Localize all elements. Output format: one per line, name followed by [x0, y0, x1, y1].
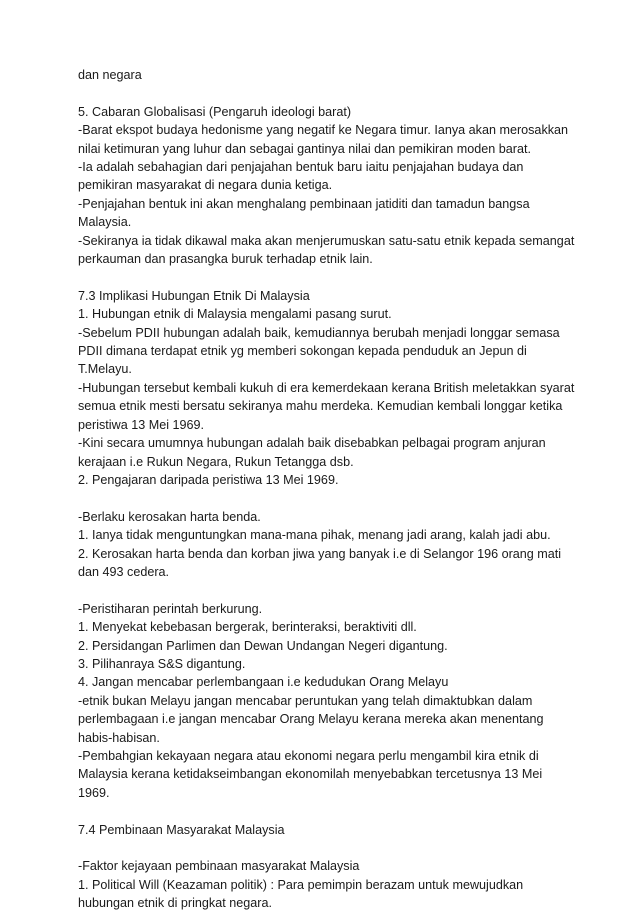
- text-line: 3. Pilihanraya S&S digantung.: [78, 656, 246, 671]
- paragraph-property-damage: [78, 508, 578, 582]
- text-line: 2. Pengajaran daripada peristiwa 13 Mei 1969.: [78, 472, 339, 487]
- text-line: dan negara: [78, 68, 142, 82]
- text-line: peristiwa 13 Mei 1969.: [78, 417, 205, 432]
- section-7-4: [78, 821, 578, 839]
- text-line: pemikiran masyarakat di negara dunia ketiga.: [78, 178, 333, 193]
- document-page: [78, 66, 578, 913]
- text-line: 1. Political Will (Keazaman politik) : Para pemimpin berazam untuk mewujudkan: [78, 877, 524, 892]
- text-line: hubungan etnik di pringkat negara.: [78, 896, 272, 911]
- paragraph-continuation: [78, 66, 578, 84]
- text-line: 1. Menyekat kebebasan bergerak, berinteraksi, beraktiviti dll.: [78, 620, 417, 635]
- paragraph-globalisation: [78, 103, 578, 269]
- text-line: -Faktor kejayaan pembinaan masyarakat Malaysia: [78, 859, 360, 874]
- text-line: -Peristiharan perintah berkurung.: [78, 601, 263, 616]
- text-line: -Sekiranya ia tidak dikawal maka akan menjerumuskan satu-satu etnik kepada semangat: [78, 233, 575, 248]
- text-line: -Pembahgian kekayaan negara atau ekonomi negara perlu mengambil kira etnik di: [78, 748, 539, 763]
- text-line: -Barat ekspot budaya hedonisme yang negatif ke Negara timur. Ianya akan merosakkan: [78, 123, 569, 138]
- text-line: -Hubungan tersebut kembali kukuh di era kemerdekaan kerana British meletakkan syarat: [78, 380, 575, 395]
- text-line: -etnik bukan Melayu jangan mencabar peruntukan yang telah dimaktubkan dalam: [78, 693, 533, 708]
- text-line: dan 493 cedera.: [78, 564, 170, 579]
- section-heading: 7.3 Implikasi Hubungan Etnik Di Malaysia: [78, 288, 310, 303]
- text-line: -Ia adalah sebahagian dari penjajahan bentuk baru iaitu penjajahan budaya dan: [78, 160, 524, 175]
- text-line: 1969.: [78, 785, 110, 800]
- text-line: 2. Persidangan Parlimen dan Dewan Undangan Negeri digantung.: [78, 638, 448, 653]
- text-line: habis-habisan.: [78, 730, 160, 745]
- text-line: T.Melayu.: [78, 362, 132, 377]
- section-7-3: [78, 287, 578, 489]
- text-line: -Sebelum PDII hubungan adalah baik, kemudiannya berubah menjadi longgar semasa: [78, 325, 560, 340]
- text-line: perkauman dan prasangka buruk terhadap etnik lain.: [78, 252, 373, 267]
- text-line: semua etnik mesti bersatu sekiranya mahu merdeka. Kemudian kembali longgar ketika: [78, 399, 563, 414]
- text-line: perlembagaan i.e jangan mencabar Orang Melayu kerana mereka akan menentang: [78, 712, 544, 727]
- text-line: 1. Hubungan etnik di Malaysia mengalami pasang surut.: [78, 307, 392, 322]
- text-line: -Berlaku kerosakan harta benda.: [78, 509, 261, 524]
- text-line: -Penjajahan bentuk ini akan menghalang pembinaan jatiditi dan tamadun bangsa: [78, 196, 530, 211]
- text-line: 2. Kerosakan harta benda dan korban jiwa yang banyak i.e di Selangor 196 orang mati: [78, 546, 562, 561]
- text-line: 1. Ianya tidak menguntungkan mana-mana pihak, menang jadi arang, kalah jadi abu.: [78, 528, 551, 543]
- text-line: -Kini secara umumnya hubungan adalah baik disebabkan pelbagai program anjuran: [78, 436, 546, 451]
- section-heading: 7.4 Pembinaan Masyarakat Malaysia: [78, 822, 285, 837]
- text-line: nilai ketimuran yang luhur dan sebagai gantinya nilai dan pemikiran moden barat.: [78, 141, 531, 156]
- text-line: Malaysia kerana ketidakseimbangan ekonomilah menyebabkan tercetusnya 13 Mei: [78, 767, 543, 782]
- text-line: Malaysia.: [78, 215, 132, 230]
- paragraph-success-factors: [78, 857, 578, 912]
- text-line: PDII dimana terdapat etnik yg memberi sokongan kepada penduduk an Jepun di: [78, 344, 527, 359]
- list-item-heading: 5. Cabaran Globalisasi (Pengaruh ideologi barat): [78, 104, 352, 119]
- text-line: kerajaan i.e Rukun Negara, Rukun Tetangga dsb.: [78, 454, 354, 469]
- paragraph-curfew: [78, 600, 578, 802]
- text-line: 4. Jangan mencabar perlembangaan i.e kedudukan Orang Melayu: [78, 675, 449, 690]
